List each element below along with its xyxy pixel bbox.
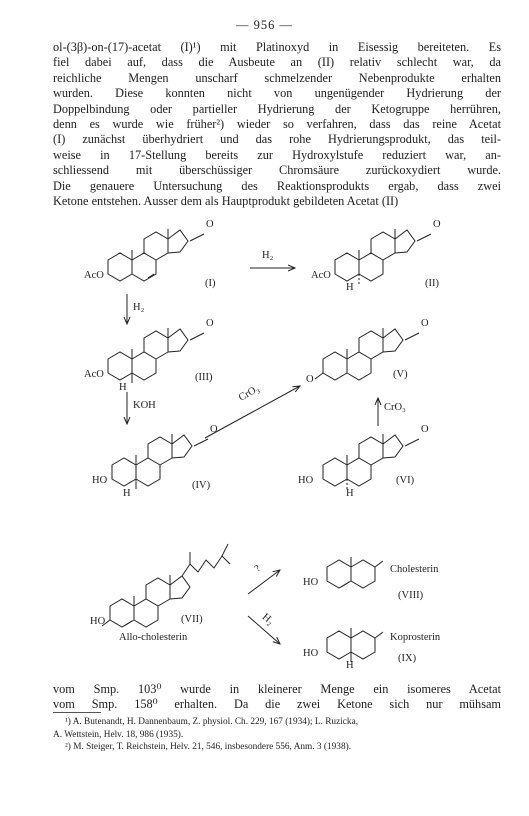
reagent-h2-bottom: H₂ [259, 611, 276, 628]
text-line: reichliche Mengen unscharf schmelzender Nebenprodukte erhalten [53, 70, 501, 85]
keto-oxygen-iii: O [206, 318, 214, 329]
footnote-1-line-2: A. Wettstein, Helv. 18, 986 (1935). [53, 729, 184, 740]
reagent-question-mark: ? [253, 563, 263, 575]
reagent-h2-top: H₂ [262, 250, 274, 261]
compound-label-viii: (VIII) [398, 590, 424, 601]
footnote-1-line-1: ¹) A. Butenandt, H. Dannenbaum, Z. physiol. Ch. 229, 167 (1934); L. Ruzicka, [65, 717, 359, 727]
text-line: ol-(3β)-on-(17)-acetat (I)¹) mit Platinoxyd in Eisessig bereiteten. Es [53, 40, 501, 54]
reagent-cro3-up: CrO₃ [384, 402, 406, 413]
h-atom-iv: H [123, 488, 131, 499]
footnotes [53, 716, 503, 754]
reagent-cro3-diagonal: CrO₃ [237, 383, 262, 404]
aco-group-ii: AcO [311, 270, 331, 281]
reagent-koh: KOH [133, 400, 156, 411]
structure-ix [327, 628, 383, 662]
body-paragraph [53, 40, 501, 209]
keto-oxygen-iv: O [210, 424, 218, 435]
scheme-drawing [0, 212, 529, 672]
ho-group-vii: HO [90, 616, 106, 627]
compound-label-iv: (IV) [192, 480, 211, 491]
text-line: schliessend mit überschüssiger Chromsäure zurückoxydiert wurde. [53, 163, 501, 178]
aco-group-iii: AcO [84, 369, 104, 380]
reagent-h2-left: H₂ [133, 302, 145, 313]
structure-i [108, 229, 204, 281]
text-line: Ketone entstehen. Ausser dem als Hauptprodukt gebildeten Acetat (II) [53, 194, 399, 209]
compound-label-vii: (VII) [181, 614, 203, 625]
aco-group-i: AcO [84, 270, 104, 281]
keto-oxygen-v: O [421, 318, 429, 329]
continuation-paragraph [53, 682, 501, 712]
reaction-scheme [0, 212, 529, 672]
compound-label-iii: (III) [195, 372, 213, 383]
footnote-rule [53, 712, 101, 713]
compound-label-ix: (IX) [398, 653, 417, 664]
keto-oxygen-v-ring-a: O [306, 374, 314, 385]
ho-group-iv: HO [92, 475, 108, 486]
compound-label-vi: (VI) [396, 475, 415, 486]
keto-oxygen-i: O [206, 219, 214, 230]
h-atom-iii: H [119, 382, 127, 393]
keto-oxygen-vi: O [421, 424, 429, 435]
name-cholesterin: Cholesterin [390, 564, 439, 575]
text-line: Doppelbindung oder partieller Hydrierung der Ketogruppe herrühren, [53, 101, 501, 116]
h-atom-ix: H [346, 660, 354, 671]
structure-ii [335, 229, 431, 284]
compound-label-v: (V) [393, 369, 408, 380]
text-line: vom Smp. 103⁰ wurde in kleinerer Menge ein isomeres Acetat [53, 682, 501, 696]
text-line: vom Smp. 158⁰ erhalten. Da die zwei Ketone sich nur mühsam [53, 697, 501, 711]
page-number: — 956 — [236, 18, 293, 32]
text-line: fiel dabei auf, dass die Ausbeute an (II) relativ schlecht war, da [53, 55, 501, 70]
name-allo-cholesterin: Allo-cholesterin [119, 632, 188, 643]
footnote-2: ²) M. Steiger, T. Reichstein, Helv. 21, 546, insbesondere 556, Anm. 3 (1938). [65, 742, 352, 752]
h-atom-ii: H [346, 282, 354, 293]
compound-label-i: (I) [205, 278, 216, 289]
text-line: (I) zunächst überhydriert und das rohe Hydrierungsprodukt, das teil- [53, 132, 501, 147]
ho-group-ix: HO [303, 648, 319, 659]
text-line: weise in 17-Stellung bereits zur Hydroxylstufe reduziert war, an- [53, 147, 501, 162]
keto-oxygen-ii: O [433, 219, 441, 230]
ho-group-vi: HO [298, 475, 314, 486]
structure-viii [327, 557, 383, 588]
structure-iii [108, 328, 204, 383]
text-line: denn es wurde wie früher²) wieder so verfahren, dass das reine Acetat [53, 117, 501, 132]
text-line: Die genauere Untersuchung des Reaktionsprodukts ergab, dass zwei [53, 178, 501, 193]
ho-group-viii: HO [303, 577, 319, 588]
structure-vii [102, 544, 230, 627]
arrow-to-viii [248, 570, 280, 594]
name-koprosterin: Koprosterin [390, 632, 441, 643]
text-line: wurden. Diese konnten nicht von ungenügender Hydrierung der [53, 86, 501, 101]
h-atom-vi: H [346, 488, 354, 499]
compound-label-ii: (II) [425, 278, 439, 289]
